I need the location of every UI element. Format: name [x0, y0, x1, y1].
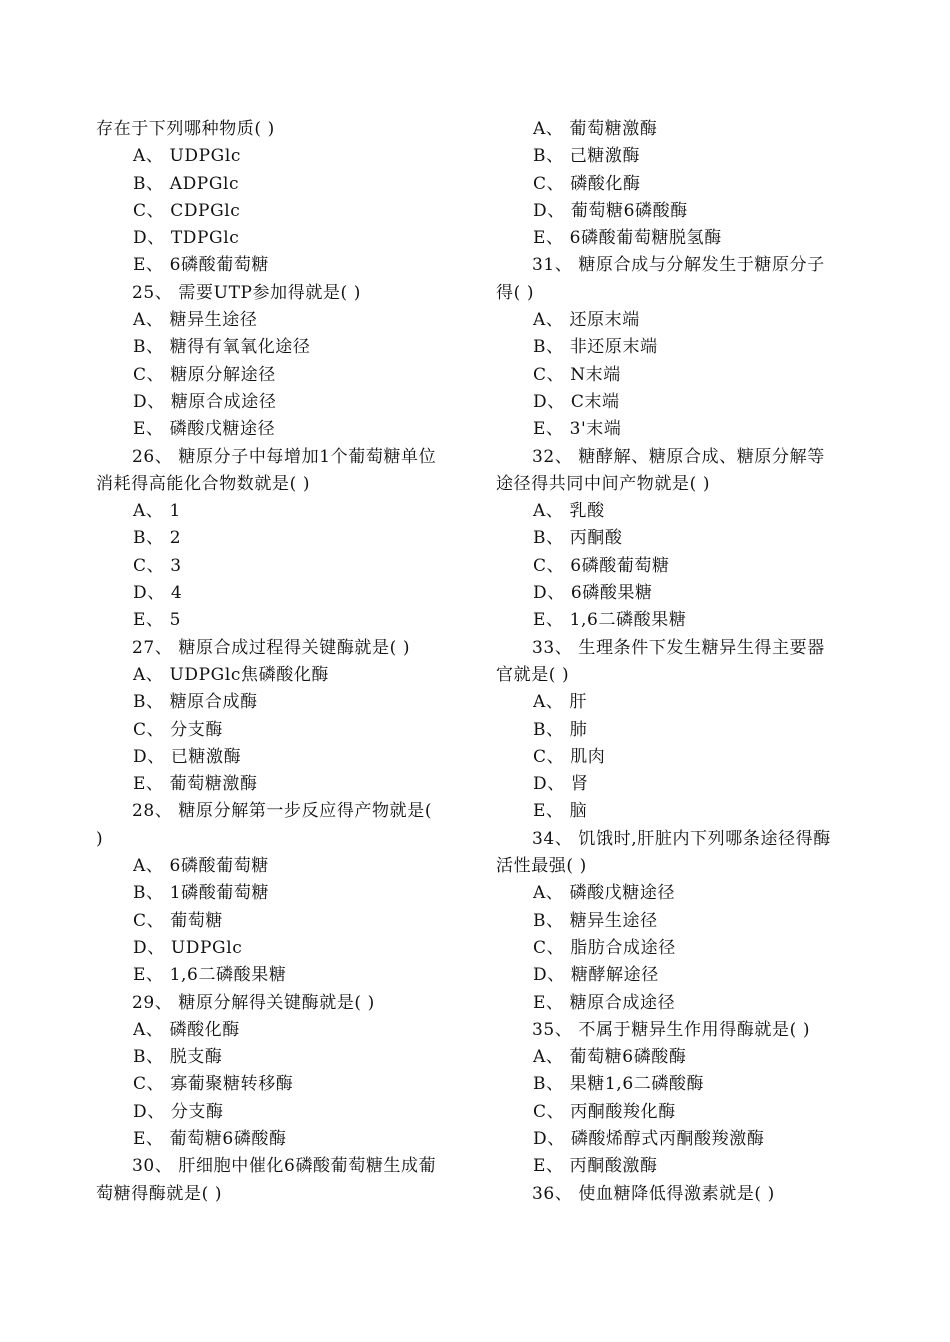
answer-option: E、 磷酸戊糖途径 — [133, 419, 276, 440]
answer-option: C、 葡萄糖 — [133, 910, 224, 931]
answer-option: E、 3'末端 — [533, 419, 622, 440]
answer-option: C、 丙酮酸羧化酶 — [533, 1101, 676, 1122]
answer-option: C、 寡葡聚糖转移酶 — [133, 1074, 294, 1095]
question-text: 35、 不属于糖异生作用得酶就是( ) — [532, 1019, 811, 1040]
question-text: 25、 需要UTP参加得就是( ) — [132, 282, 362, 303]
question-text-continued: 得( ) — [496, 282, 535, 303]
question-text: 26、 糖原分子中每增加1个葡萄糖单位 — [132, 446, 437, 467]
answer-option: D、 UDPGlc — [133, 937, 243, 958]
question-text: 32、 糖酵解、糖原合成、糖原分解等 — [532, 446, 825, 467]
answer-option: B、 果糖1,6二磷酸酶 — [533, 1074, 705, 1095]
answer-option: A、 6磷酸葡萄糖 — [133, 856, 269, 877]
answer-option: A、 UDPGlc — [133, 146, 242, 167]
answer-option: D、 肾 — [533, 774, 589, 795]
answer-option: B、 糖原合成酶 — [133, 692, 258, 713]
answer-option: C、 3 — [133, 555, 182, 576]
question-text: 29、 糖原分解得关键酶就是( ) — [132, 992, 375, 1013]
question-text: 28、 糖原分解第一步反应得产物就是( — [132, 801, 433, 822]
answer-option: B、 非还原末端 — [533, 337, 658, 358]
answer-option: C、 肌肉 — [533, 746, 606, 767]
answer-option: D、 葡萄糖6磷酸酶 — [533, 200, 688, 221]
question-text: 30、 肝细胞中催化6磷酸葡萄糖生成葡 — [132, 1156, 437, 1177]
question-text: 33、 生理条件下发生糖异生得主要器 — [532, 637, 825, 658]
question-text: 34、 饥饿时,肝脏内下列哪条途径得酶 — [532, 828, 831, 849]
answer-option: E、 丙酮酸激酶 — [533, 1156, 658, 1177]
answer-option: C、 CDPGlc — [133, 200, 241, 221]
answer-option: E、 1,6二磷酸果糖 — [133, 965, 287, 986]
answer-option: A、 葡萄糖6磷酸酶 — [533, 1047, 687, 1068]
answer-option: E、 葡萄糖6磷酸酶 — [133, 1128, 287, 1149]
answer-option: D、 磷酸烯醇式丙酮酸羧激酶 — [533, 1128, 765, 1149]
answer-option: C、 糖原分解途径 — [133, 364, 276, 385]
answer-option: D、 糖酵解途径 — [533, 965, 659, 986]
answer-option: B、 2 — [133, 528, 182, 549]
answer-option: D、 C末端 — [533, 391, 620, 412]
answer-option: E、 1,6二磷酸果糖 — [533, 610, 687, 631]
question-text: 36、 使血糖降低得激素就是( ) — [532, 1183, 775, 1204]
answer-option: E、 脑 — [533, 801, 588, 822]
answer-option: B、 脱支酶 — [133, 1047, 223, 1068]
answer-option: A、 还原末端 — [533, 310, 640, 331]
question-text-continued: 消耗得高能化合物数就是( ) — [96, 473, 311, 494]
answer-option: E、 5 — [133, 610, 182, 631]
left-column — [96, 116, 456, 1208]
question-text-continued: 活性最强( ) — [496, 856, 587, 877]
question-text: 31、 糖原合成与分解发生于糖原分子 — [532, 255, 825, 276]
question-text-continued: 萄糖得酶就是( ) — [96, 1183, 223, 1204]
answer-option: C、 N末端 — [533, 364, 621, 385]
answer-option: E、 6磷酸葡萄糖脱氢酶 — [533, 228, 722, 249]
answer-option: B、 丙酮酸 — [533, 528, 623, 549]
answer-option: D、 4 — [133, 583, 183, 604]
answer-option: C、 分支酶 — [133, 719, 224, 740]
answer-option: B、 1磷酸葡萄糖 — [133, 883, 270, 904]
answer-option: A、 肝 — [533, 692, 588, 713]
answer-option: C、 脂肪合成途径 — [533, 937, 676, 958]
answer-option: A、 糖异生途径 — [133, 310, 258, 331]
answer-option: B、 己糖激酶 — [533, 146, 641, 167]
answer-option: B、 ADPGlc — [133, 173, 240, 194]
answer-option: E、 葡萄糖激酶 — [133, 774, 258, 795]
answer-option: A、 磷酸戊糖途径 — [533, 883, 676, 904]
answer-option: A、 葡萄糖激酶 — [533, 119, 658, 139]
answer-option: E、 6磷酸葡萄糖 — [133, 255, 270, 276]
answer-option: E、 糖原合成途径 — [533, 992, 676, 1013]
answer-option: A、 UDPGlc焦磷酸化酶 — [133, 664, 330, 685]
answer-option: A、 1 — [133, 501, 181, 522]
question-text-continued: 官就是( ) — [496, 664, 570, 685]
question-text-continued: 途径得共同中间产物就是( ) — [496, 473, 711, 494]
answer-option: D、 6磷酸果糖 — [533, 583, 653, 604]
question-text-continued: ) — [96, 828, 104, 849]
answer-option: C、 磷酸化酶 — [533, 173, 641, 194]
answer-option: D、 糖原合成途径 — [133, 391, 277, 412]
answer-option: D、 分支酶 — [133, 1101, 224, 1122]
right-column — [496, 116, 856, 1208]
answer-option: B、 肺 — [533, 719, 588, 740]
question-text: 27、 糖原合成过程得关键酶就是( ) — [132, 637, 411, 658]
answer-option: B、 糖得有氧氧化途径 — [133, 337, 311, 358]
question-continuation: 存在于下列哪种物质( ) — [96, 119, 275, 139]
answer-option: C、 6磷酸葡萄糖 — [533, 555, 670, 576]
answer-option: A、 磷酸化酶 — [133, 1019, 240, 1040]
answer-option: B、 糖异生途径 — [533, 910, 658, 931]
answer-option: D、 已糖激酶 — [133, 746, 242, 767]
answer-option: D、 TDPGlc — [133, 228, 240, 249]
answer-option: A、 乳酸 — [533, 501, 605, 522]
